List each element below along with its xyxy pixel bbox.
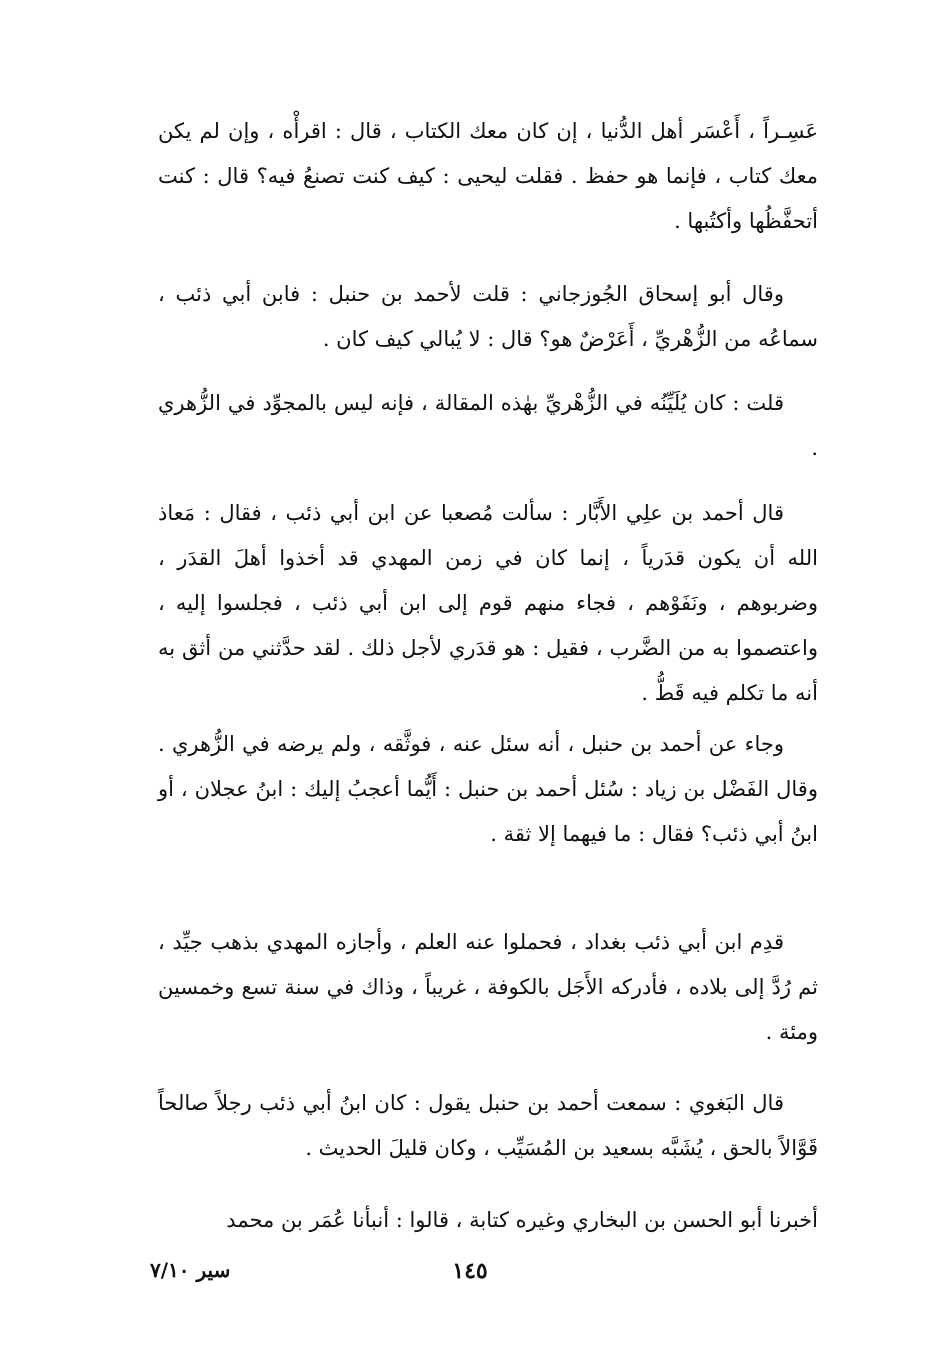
- paragraph-3: [158, 381, 818, 471]
- paragraph-text: أخبرنا أبو الحسن بن البخاري وغيره كتابة ، قالوا : أنبأنا عُمَر بن محمد: [226, 1208, 818, 1232]
- paragraph-text: قال أحمد بن علِي الأَبَّار : سألت مُصعبا عن ابن أبي ذئب ، فقال : مَعاذ الله أن يكون قدَرياً ، إنما كان في زمن المهدي قد أخذوا أهلَ القدَر ، وضربوهم ، ونَفَوْهم ، فجاء منهم قوم إلى ابن أبي ذئب ، فجلسوا إليه ، واعتصموا به من الضَّرب ، فقيل : هو قدَري لأجل ذلك . لقد حدَّثني من أثق به أنه ما تكلم فيه قَطُّ .: [158, 501, 818, 705]
- paragraph-6: [158, 920, 818, 1055]
- signature-mark: سير ٧/١٠: [150, 1258, 231, 1282]
- paragraph-text: وجاء عن أحمد بن حنبل ، أنه سئل عنه ، فوثَّقه ، ولم يرضه في الزُّهري . وقال الفَضْل بن زياد : سُئل أحمد بن حنبل : أَيُّما أعجبُ إليك : ابنُ عجلان ، أو ابنُ أبي ذئب؟ فقال : ما فيهما إلا ثقة .: [158, 732, 818, 846]
- paragraph-text: قدِم ابن أبي ذئب بغداد ، فحملوا عنه العلم ، وأجازه المهدي بذهب جيِّد ، ثم رُدَّ إلى بلاده ، فأدركه الأَجَل بالكوفة ، غريباً ، وذاك في سنة تسع وخمسين ومئة .: [158, 930, 818, 1044]
- paragraph-1: [158, 109, 818, 244]
- paragraph-7: [158, 1081, 818, 1171]
- paragraph-text: وقال أبو إسحاق الجُوزجاني : قلت لأحمد بن حنبل : فابن أبي ذئب ، سماعُه من الزُّهْريِّ ، أَعَرْضٌ هو؟ قال : لا يُبالي كيف كان .: [158, 282, 818, 351]
- paragraph-5: [158, 722, 818, 857]
- paragraph-2: [158, 272, 818, 362]
- paragraph-text: عَسِـراً ، أَعْسَر أهل الدُّنيا ، إن كان معك الكتاب ، قال : اقرأْه ، وإن لم يكن معك كتاب ، فإنما هو حفظ . فقلت ليحيى : كيف كنت تصنعُ فيه؟ قال : كنت أتحفَّظُها وأكتُبها .: [158, 119, 818, 233]
- paragraph-text: قلت : كان يُلَيِّنُه في الزُّهْريِّ بهٰذه المقالة ، فإنه ليس بالمجوِّد في الزُّهري .: [158, 391, 818, 460]
- paragraph-text: قال البَغوي : سمعت أحمد بن حنبل يقول : كان ابنُ أبي ذئب رجلاً صالحاً قَوَّالاً بالحق ، يُشَبَّه بسعيد بن المُسَيِّب ، وكان قليلَ الحديث .: [158, 1091, 818, 1160]
- page-number: ١٤٥: [452, 1258, 488, 1284]
- paragraph-4: [158, 491, 818, 716]
- paragraph-8: [158, 1198, 818, 1243]
